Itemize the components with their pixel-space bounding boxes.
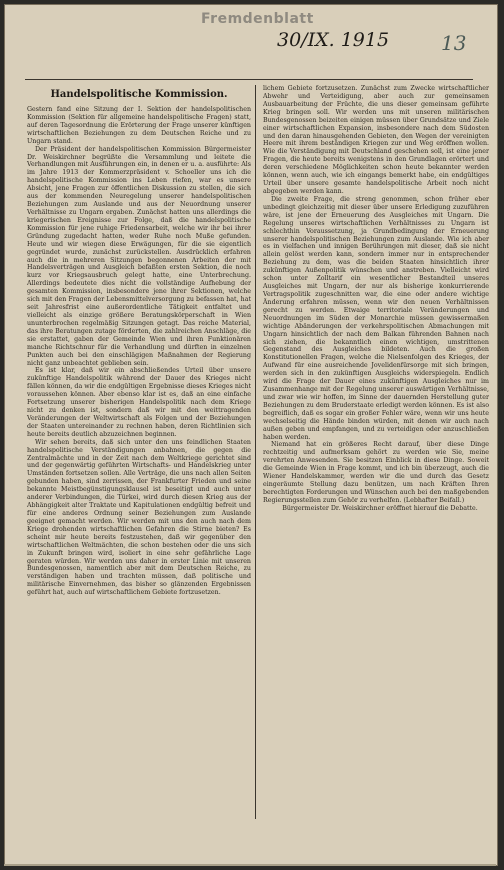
handwritten-folio-number: 13 (441, 31, 467, 55)
paragraph: Der Präsident der handelspolitischen Kommission Bürgermeister Dr. Weiskirchner begrüßte die Versammlung und leitete die Verhandlungen mit Ausführungen ein, in denen er u. a. ausführte: Als im Jahre 1913 der Kommerzpräsident v. Schoeller uns ich die handelspolitische Kommission ins Leben riefen, war es unsere Absicht, jene Fragen zur öffentlichen Diskussion zu stellen, die sich aus der kommenden Neuregelung unserer handelspolitischen Beziehungen zum Auslande und aus der Neuordnung unserer Verhältnisse zu Ungarn ergaben. Zunächst hatten uns allerdings die kriegerischen Ereignisse zur Folge, daß die handelspolitische Kommission für jene ruhige Friedensarbeit, welche wir ihr bei ihrer Gründung zugedacht hatten, weder Ruhe noch Muße gefunden. Heute und wir wiegen diese Erwägungen, für die sie eigentlich gegründet wurde, zunächst zurückstellen. Ausdrücklich erfahren auch die in mehreren Sitzungen begonnenen Arbeiten der mit Handelsverträgen und Ausgleich befaßten ersten Sektion, die noch kurz vor Kriegsausbruch gelegt hatte, eine Unterbrechung. Allerdings bedeutete dies nicht die vollständige Aufhebung der gesamten Kommission, insbesondere jene ihrer Sektionen, welche sich mit den Fragen der Lebensmittelversorgung zu befassen hat, hat seit Jahresfrist eine außerordentliche Tätigkeit entfaltet und vielleicht als einzige größere Beratungskörperschaft in Wien ununterbrochen regelmäßig Sitzungen getagt. Das reiche Material, das ihre Beratungen zutage förderten, die zahlreichen Anschläge, die sie erstattet, gaben der Gemeinde Wien und ihren Funktionären manche Richtschnur für die Verhandlung und dürften in einzelnen Punkten auch bei den einschlägigen Maßnahmen der Regierung nicht ganz unbeachtet geblieben sein. (27, 145, 251, 367)
paragraph: lichem Gebiete fortzusetzen. Zunächst zum Zwecke wirtschaftlicher Abwehr und Verteidigung, aber auch zur gemeinsamen Ausbauarbeitung der Früchte, die uns dieser gemeinsam geführte Krieg bringen soll. Wir werden uns mit unseren militärischen Bundesgenossen beizeiten einigen müssen über Grundsätze und Ziele einer wirtschaftlichen Expansion, insbesondere nach dem Südosten und den daran hinausgehenden Gebieten, den Wegen der vereinigten Heere mit ihrem beständigen Kriegen zur und Weg eröffnen wollen. Wie die Verständigung mit Deutschland geschehen soll, ist eine jener Fragen, die heute bereits wenigstens in den Grundlagen erörtert und deren verschiedene Möglichkeiten schon heute bekannter werden können, wenn auch, wie ich eingangs bemerkt habe, ein endgültiges Urteil über unsere gesamte handelspolitische Arbeit noch nicht abgegeben werden kann. (263, 85, 489, 195)
top-rule (25, 79, 473, 80)
paragraph: Niemand hat ein größeres Recht darauf, über diese Dinge rechtzeitig und aufmerksam gehört zu werden wie Sie, meine verehrten Anwesenden. Sie besitzen Einblick in diese Dinge. Soweit die Gemeinde Wien in Frage kommt, und ich bin überzeugt, auch die Wiener Handelskammer, werden wir die und durch das Gesetz eingeräumte Stellung dazu benützen, um nach Kräften Ihren berechtigten Forderungen und Wünschen auch bei den maßgebenden Regierungsstellen zum Gehör zu verhelfen. (Lebhafter Beifall.) (263, 441, 489, 504)
paragraph: Wir sehen bereits, daß sich unter den uns feindlichen Staaten handelspolitische Verständigungen anbahnen, die gegen die Zentralmächte und in der Zeit nach dem Weltkriege gerichtet sind und der gegenwärtig geführten Wirtschafts- und Handelskrieg unter Umständen fortsetzen sollen. Alle Verträge, die uns nach allen Seiten gebunden haben, sind zerrissen, der Frankfurter Frieden und seine bekannte Meistbegünstigungsklausel ist beseitigt und auch unter anderer Verbindungen, die Türkei, wird durch diesen Krieg aus der Abhängigkeit alter Traktate und Kapitulationen endgültig befreit und für eine anderes Ordnung seiner Beziehungen zum Auslande geeignet gemacht werden. Wir werden mit uns den auch nach dem Kriege drohenden wirtschaftlichen Gefahren die Stirne bieten? Es scheint mir heute bereits festzustehen, daß wir gegenüber den wirtschaftlichen Weltmächten, die schon bestehen oder die uns sich in Zukunft bringen wird, isoliert in eine sehr gefährliche Lage geraten würden. Wir werden uns daher in erster Linie mit unseren Bundesgenossen, namentlich aber mit dem Deutschen Reiche, zu verständigen haben und trachten müssen, daß politische und militärische Einvernehmen, das bisher so glänzenden Ergebnissen geführt hat, auch auf wirtschaftlichem Gebiete fortzusetzen. (27, 438, 251, 597)
left-column (27, 85, 251, 597)
paragraph: Es ist klar, daß wir ein abschließendes Urteil über unsere zukünftige Handelspolitik während der Dauer des Krieges nicht fällen können, da wir die endgültigen Ergebnisse dieses Krieges nicht voraussehen können. Aber ebenso klar ist es, daß an eine einfache Fortsetzung unserer bisherigen Handelspolitik nach dem Kriege nicht zu denken ist, sondern daß wir mit den weittragenden Veränderungen der Weltwirtschaft als Folgen und der Beziehungen der Staaten untereinander zu rechnen haben, deren Richtlinien sich heute bereits deutlich abzuzeichnen beginnen. (27, 367, 251, 438)
handwritten-date: 30/IX. 1915 (277, 29, 390, 51)
article-headline: Handelspolitische Kommission. (50, 89, 228, 100)
newspaper-clipping (4, 4, 498, 866)
newspaper-name-stamp: Fremdenblatt (201, 11, 314, 27)
closing-paragraph: Bürgermeister Dr. Weiskirchner eröffnet hierauf die Debatte. (282, 504, 478, 512)
paragraph: Gestern fand eine Sitzung der I. Sektion der handelspolitischen Kommission (Sektion für allgemeine handelspolitische Fragen) statt, auf deren Tagesordnung die Erörterung der Frage unserer künftigen wirtschaftlichen Beziehungen zu dem Deutschen Reiche und zu Ungarn stand. (27, 106, 251, 145)
right-column (263, 85, 489, 513)
column-divider (255, 85, 256, 819)
paper-edge (4, 864, 496, 866)
paragraph: Die zweite Frage, die streng genommen, schon früher eber unbedingt gleichzeitig mit dieser über unsere Erledigung zuzuführen wäre, ist jene der Erneuerung des Ausgleiches mit Ungarn. Die Regelung unseres wirtschaftlichen Verhältnisses zu Ungarn ist schlechthin Voraussetzung, ja Grundbedingung der Erneuerung unserer handelspolitischen Beziehungen zum Auslande. Wie ich aber es in vielfachen und innigen Berührungen mit dieser, daß sie nicht allein gelöst werden kann, sondern immer nur in entsprechender Beziehung zu dem, was die beiden Staaten hinsichtlich ihrer zukünftigen Außenpolitik wünschen und anstreben. Vielleicht wird schon unter Zolltarif ein wesentlicher Bestandteil unseres Ausgleiches mit Ungarn, der nur als bisherige konkurrierende Vertragspolitik zugeschnitten war, die eine oder andere wichtige Änderung erfahren müssen, wenn wir den neuen Verhältnissen gerecht zu werden. Etwaige territoriale Veränderungen und Neuordnungen im Süden der Monarchie müssen gewissermaßen wichtige Abänderungen der verkehrspolitischen Abmachungen mit Ungarn hinsichtlich der nach dem Balkan führenden Bahnen nach sich ziehen, die bekanntlich einen wichtigen, umstrittenen Gegenstand des Ausgleiches bildeten. Auch die großen Konstitutionellen Fragen, welche die Nielsenfolgen des Krieges, der Aufwand für eine ausreichende Jovelidenfürsorge mit sich bringen, werden sich in den zukünftigen Ausgleichs widerspiegeln. Endlich wird die Frage der Dauer eines zukünftigen Ausgleiches nur im Zusammenhange mit der Regelung unserer auswärtigen Verhältnisse, und zwar wie wir hoffen, im Sinne der dauernden Herstellung guter Beziehungen zu dem Bruderstaate erledigt werden können. Es ist also begreiflich, daß es sogar ein großer Fehler wäre, wenn wir uns heute wechselseitig die Hände binden würden, mit denen wir auch nach außen geben und empfangen, und zu verteidigen oder anzuschließen haben werden. (263, 195, 489, 441)
